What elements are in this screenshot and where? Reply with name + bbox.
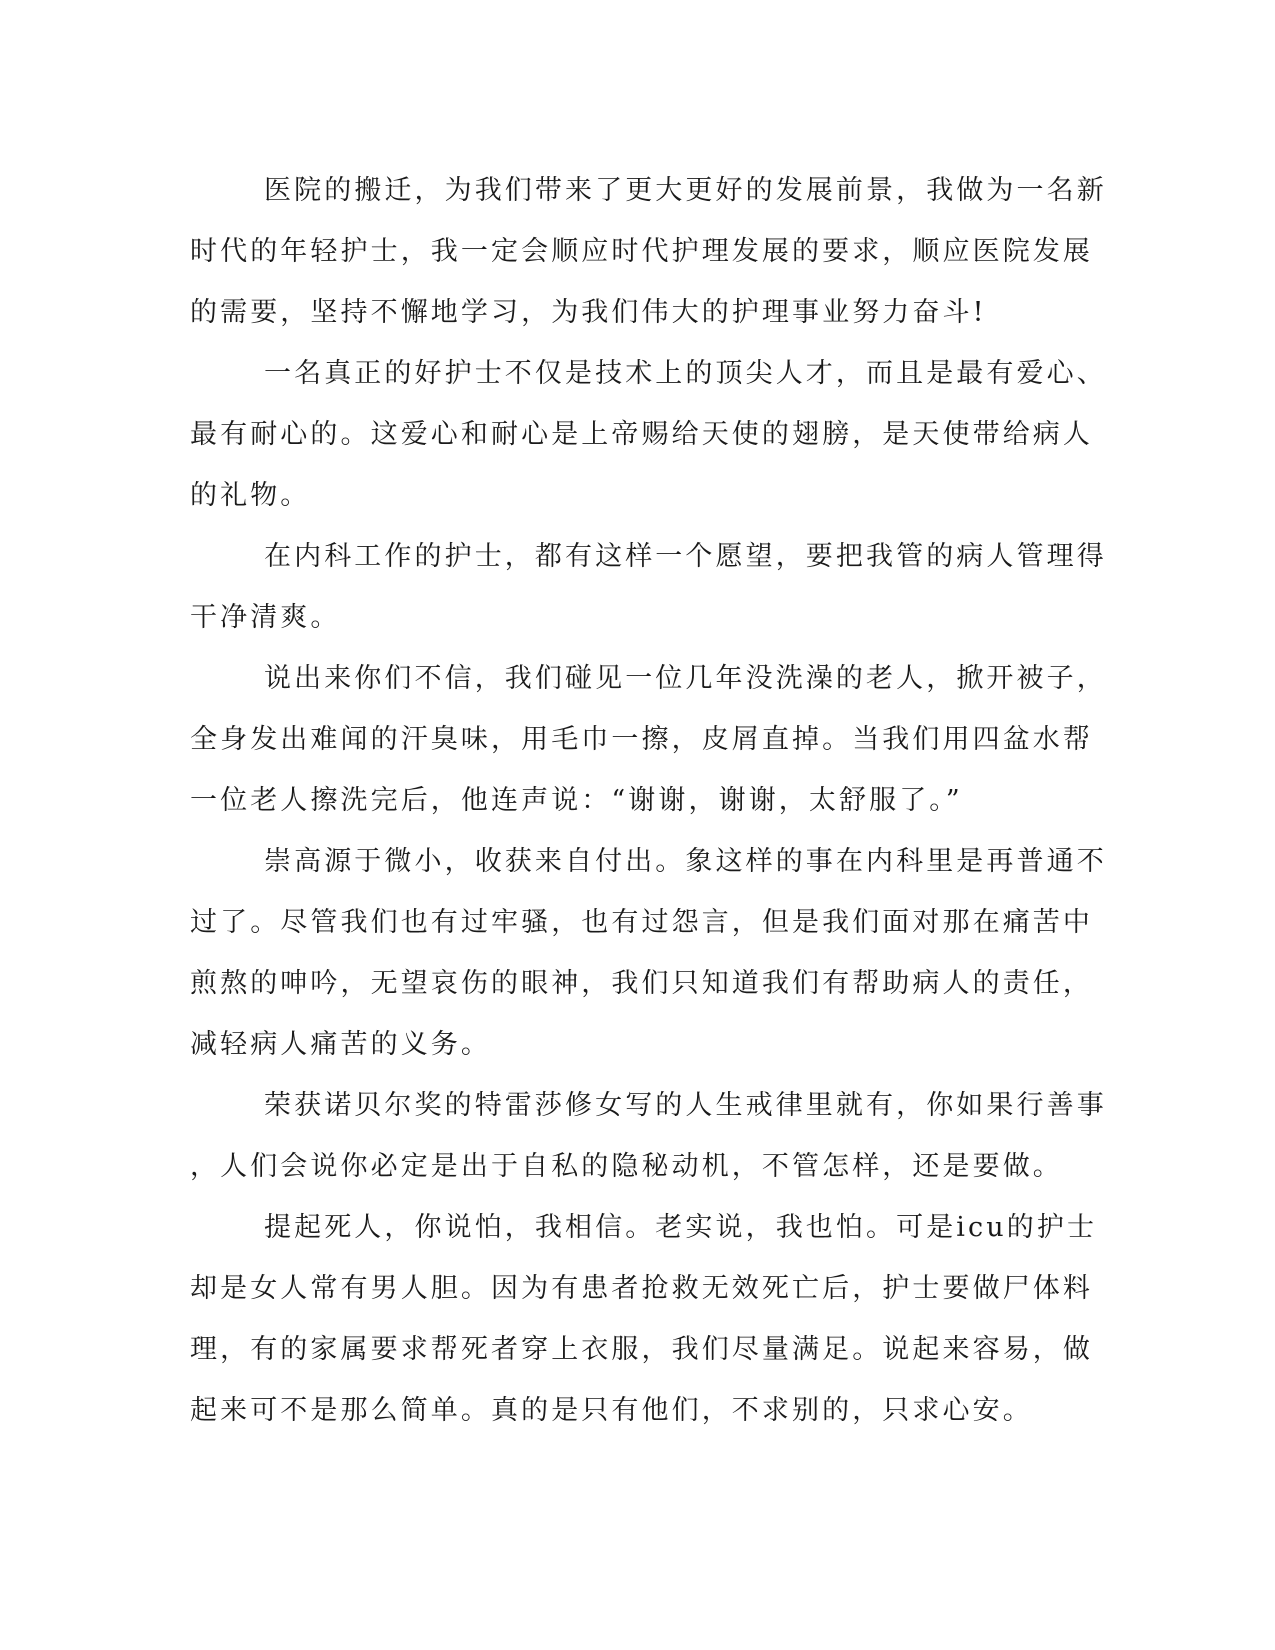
text-line: 时代的年轻护士，我一定会顺应时代护理发展的要求，顺应医院发展 <box>190 236 1093 267</box>
text-line: 说出来你们不信，我们碰见一位几年没洗澡的老人，掀开被子， <box>264 663 1107 694</box>
text-line: 一名真正的好护士不仅是技术上的顶尖人才，而且是最有爱心、 <box>264 358 1107 389</box>
text-line: 最有耐心的。这爱心和耐心是上帝赐给天使的翅膀，是天使带给病人 <box>190 419 1093 450</box>
paragraph <box>190 343 1107 526</box>
text-line: 却是女人常有男人胆。因为有患者抢救无效死亡后，护士要做尸体料 <box>190 1273 1093 1304</box>
text-line: 在内科工作的护士，都有这样一个愿望，要把我管的病人管理得 <box>264 541 1107 572</box>
text-line: 干净清爽。 <box>190 602 341 633</box>
text-line: 荣获诺贝尔奖的特雷莎修女写的人生戒律里就有，你如果行善事 <box>264 1090 1107 1121</box>
paragraph <box>190 1197 1098 1441</box>
document-body <box>190 160 1107 1441</box>
text-line: 理，有的家属要求帮死者穿上衣服，我们尽量满足。说起来容易，做 <box>190 1334 1093 1365</box>
paragraph <box>190 831 1107 1075</box>
paragraph <box>190 648 1107 831</box>
text-line: 全身发出难闻的汗臭味，用毛巾一擦，皮屑直掉。当我们用四盆水帮 <box>190 724 1093 755</box>
text-line: 减轻病人痛苦的义务。 <box>190 1029 491 1060</box>
text-line: ，人们会说你必定是出于自私的隐秘动机，不管怎样，还是要做。 <box>190 1151 1063 1182</box>
text-line: 一位老人擦洗完后，他连声说：“谢谢，谢谢，太舒服了。” <box>190 785 963 816</box>
paragraph <box>190 526 1107 648</box>
text-line: 起来可不是那么简单。真的是只有他们，不求别的，只求心安。 <box>190 1395 1033 1426</box>
text-line: 煎熬的呻吟，无望哀伤的眼神，我们只知道我们有帮助病人的责任， <box>190 968 1093 999</box>
text-line: 过了。尽管我们也有过牢骚，也有过怨言，但是我们面对那在痛苦中 <box>190 907 1093 938</box>
paragraph <box>190 160 1107 343</box>
paragraph <box>190 1075 1107 1197</box>
text-line: 的礼物。 <box>190 480 311 511</box>
text-line: 提起死人，你说怕，我相信。老实说，我也怕。可是icu的护士 <box>264 1212 1098 1243</box>
text-line: 的需要，坚持不懈地学习，为我们伟大的护理事业努力奋斗! <box>190 297 987 328</box>
text-line: 医院的搬迁，为我们带来了更大更好的发展前景，我做为一名新 <box>264 175 1107 206</box>
text-line: 崇高源于微小，收获来自付出。象这样的事在内科里是再普通不 <box>264 846 1107 877</box>
